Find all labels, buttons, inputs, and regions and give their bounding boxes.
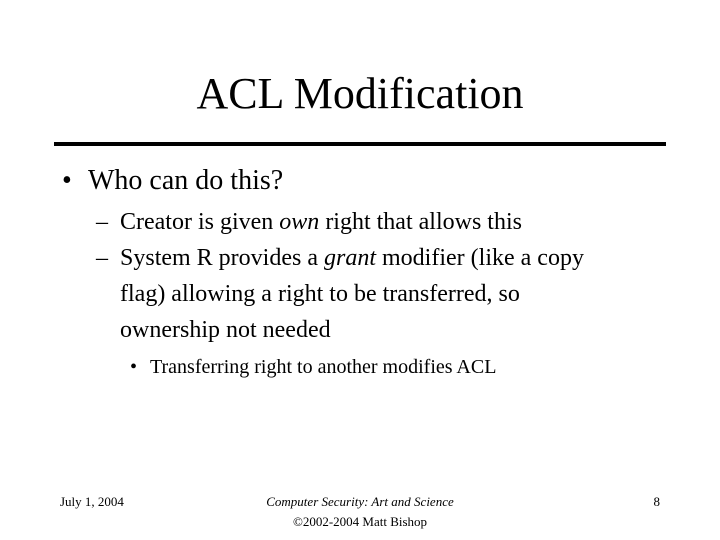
dash-icon: –	[96, 209, 108, 235]
footer-book-title: Computer Security: Art and Science	[266, 494, 454, 509]
dash-icon: –	[96, 245, 108, 271]
page-number: 8	[653, 494, 660, 509]
text-segment: Creator is given	[120, 209, 280, 235]
bullet-icon: •	[130, 356, 138, 378]
emphasis-own: own	[279, 209, 320, 235]
text-segment: System R provides a	[120, 245, 324, 271]
title-divider	[54, 142, 666, 146]
sub-sub-bullet-text: Transferring right to another modifies ACL	[150, 356, 497, 378]
bullet-text: Who can do this?	[88, 165, 284, 196]
sub-bullet-text	[120, 204, 680, 240]
sub-bullet-text	[120, 240, 680, 348]
text-segment: right that allows this	[319, 209, 522, 235]
bullet-icon: •	[62, 165, 72, 196]
footer-date: July 1, 2004	[60, 494, 124, 509]
text-segment: modifier (like a copy	[376, 245, 584, 271]
emphasis-grant: grant	[324, 245, 377, 271]
slide-title: ACL Modification	[196, 69, 524, 118]
footer-copyright: ©2002-2004 Matt Bishop	[292, 514, 428, 529]
text-segment: flag) allowing a right to be transferred, so	[120, 281, 520, 307]
footer-source	[210, 492, 510, 532]
text-segment: ownership not needed	[120, 317, 331, 343]
